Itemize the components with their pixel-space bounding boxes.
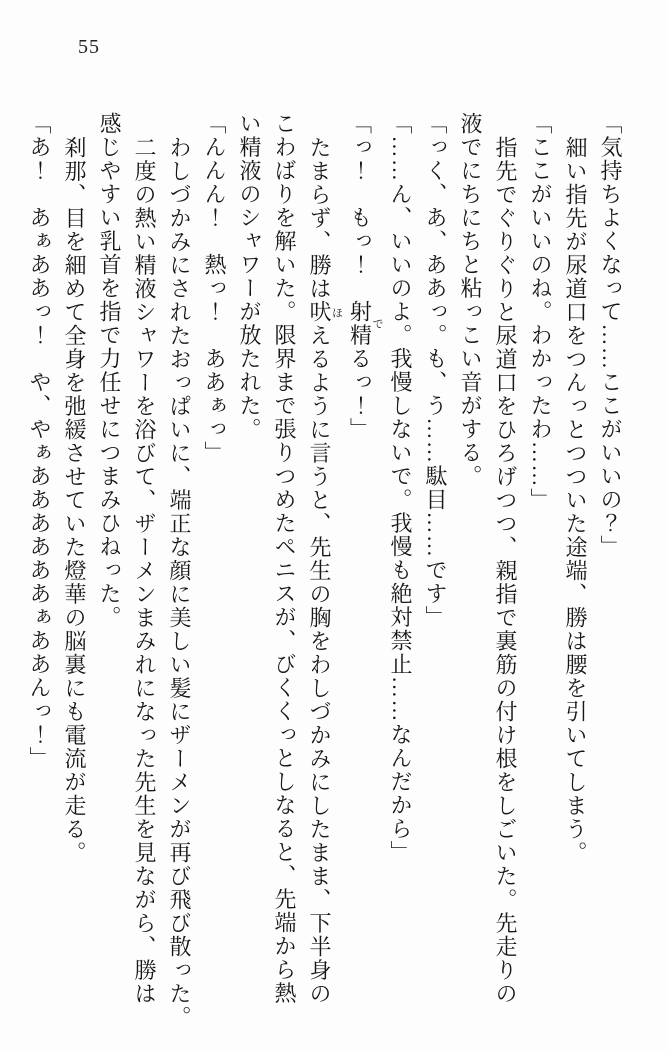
text-line-11: い精液のシャワーが放たれた。 — [237, 112, 262, 441]
text-block — [22, 112, 628, 1034]
text-line-13: わしづかみにされたおっぱいに、端正な顔に美しい髪にザーメンが再び飛び散った。 — [167, 135, 192, 1029]
ruby-word — [307, 300, 343, 324]
line-text-pre: たまらず、勝は — [307, 135, 332, 300]
text-line-4: 指先でぐりぐりと尿道口をひろげつつ、親指で裏筋の付け根をしごいた。先走りの — [493, 135, 518, 1005]
text-line-6: 「っく、あ、ああっ。も、う……駄目……です」 — [423, 112, 448, 629]
text-line-8 — [343, 112, 384, 1034]
text-line-3: 「ここがいいのね。わかったわ……」 — [528, 112, 553, 512]
text-line-14: 二度の熱い精液シャワーを浴びて、ザーメンまみれになった先生を見ながら、勝は — [132, 135, 157, 1005]
text-line-9 — [302, 112, 343, 1034]
text-line-16: 刹那、目を細めて全身を弛緩させていた燈華の脳裏にも電流が走る。 — [62, 135, 87, 864]
line-text-pre: 「っ！ もっ！ — [347, 112, 373, 300]
text-line-12: 「んんん！ 熱っ！ ああぁっ」 — [202, 112, 227, 465]
ruby-base: 射精 — [347, 300, 373, 347]
text-line-10: こわばりを解いた。限界まで張りつめたペニスが、びくくっとしなると、先端から熱 — [272, 112, 297, 1005]
text-line-17: 「あ！ あぁああっ！ や、やぁああああああぁああんっ！」 — [27, 112, 52, 770]
text-line-7: 「……ん、いいのよ。我慢しないで。我慢も絶対禁止……なんだから」 — [388, 112, 413, 864]
ruby-word — [347, 300, 383, 347]
line-text-post: るっ！」 — [347, 347, 373, 441]
furigana-text: で — [371, 300, 383, 347]
text-line-2: 細い指先が尿道口をつんっとつついた途端、勝は腰を引いてしまう。 — [563, 135, 588, 864]
text-line-15: 感じやすい乳首を指で力任せにつまみひねった。 — [97, 112, 122, 629]
furigana-text: ほ — [330, 300, 343, 324]
line-text-post: えるように言うと、先生の胸をわしづかみにしたまま、下半身の — [307, 323, 332, 1005]
text-line-5: 液でにちにちと粘っこい音がする。 — [458, 112, 483, 488]
text-line-1: 「気持ちよくなって……ここがいいの？」 — [598, 112, 623, 559]
page-number: 55 — [78, 36, 100, 58]
ruby-base: 吠 — [307, 300, 332, 324]
